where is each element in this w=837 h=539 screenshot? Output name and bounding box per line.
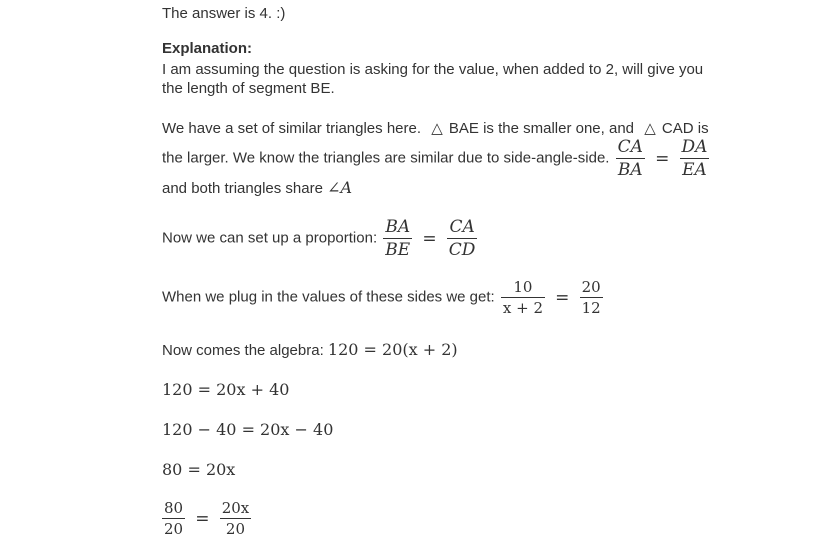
numerator: 10: [501, 277, 545, 298]
similar-bae-text: BAE is the smaller one, and: [448, 120, 635, 137]
step-4: [162, 498, 253, 539]
fraction-da-ea: [680, 136, 710, 181]
fraction-80-20: [162, 498, 185, 539]
equals-sign: =: [555, 287, 570, 308]
numerator: 20: [581, 278, 601, 296]
equals-sign: =: [195, 508, 210, 529]
equals-sign: =: [422, 228, 437, 249]
fraction-ba-be: [383, 216, 412, 261]
fraction-20-12: [580, 277, 603, 318]
step-1: 120 = 20x + 40: [162, 380, 290, 399]
triangle-icon: △: [431, 119, 443, 137]
algebra-equation: 120 = 20(x + 2): [327, 340, 458, 359]
denominator: CD: [448, 240, 476, 260]
similar-text: We have a set of similar triangles here.: [162, 120, 422, 137]
explanation-heading: Explanation:: [162, 40, 253, 57]
plug-line: [162, 277, 605, 318]
share-line: [162, 178, 352, 199]
angle-a: ∠A: [327, 178, 353, 197]
step-2: 120 − 40 = 20x − 40: [162, 420, 334, 439]
algebra-line: [162, 340, 458, 361]
fraction-ca-cd: [447, 216, 478, 261]
answer-line: The answer is 4. :): [162, 5, 286, 22]
numerator: 80: [164, 499, 184, 517]
numerator: CA: [447, 216, 478, 239]
similar-line-2: [162, 136, 711, 181]
denominator: 20: [225, 520, 245, 538]
share-text: and both triangles share: [162, 180, 323, 197]
denominator: 12: [581, 299, 601, 317]
fraction-20x-20: [220, 498, 252, 539]
intro-line-2: the length of segment BE.: [162, 80, 335, 97]
denominator: x + 2: [502, 299, 543, 317]
fraction-10-x2: [501, 277, 545, 318]
numerator: 20x: [221, 499, 250, 517]
step-3: 80 = 20x: [162, 460, 236, 479]
plug-text: When we plug in the values of these sides we get:: [162, 288, 495, 306]
denominator: EA: [682, 160, 707, 180]
denominator: BA: [617, 160, 643, 180]
intro-line-1: I am assuming the question is asking for the value, when added to 2, will give you: [162, 61, 704, 78]
numerator: CA: [617, 137, 643, 157]
proportion-line: [162, 216, 479, 261]
proportion-text: Now we can set up a proportion:: [162, 229, 378, 247]
denominator: 20: [164, 520, 184, 538]
fraction-ca-ba: [616, 136, 645, 181]
triangle-icon: △: [644, 119, 656, 137]
sas-text: the larger. We know the triangles are similar due to side-angle-side.: [162, 149, 610, 167]
equals-sign: =: [655, 148, 670, 169]
numerator: BA: [383, 216, 412, 239]
similar-cad-text: CAD is: [661, 120, 709, 137]
numerator: DA: [681, 137, 708, 157]
algebra-text: Now comes the algebra:: [162, 342, 324, 359]
denominator: BE: [385, 240, 411, 260]
